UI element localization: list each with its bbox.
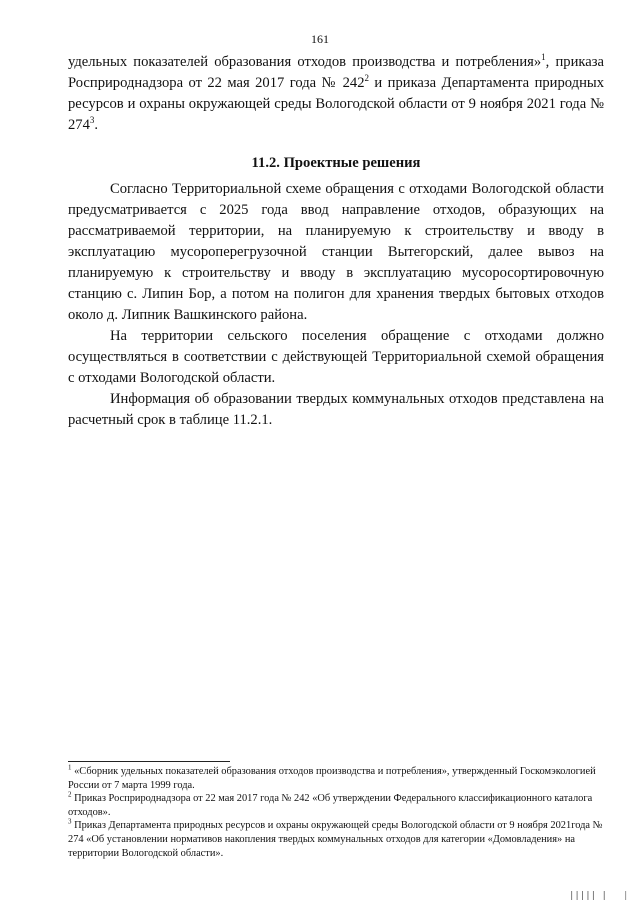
footnote-mark: 3 [68,817,72,826]
footnote-text: Приказ Росприроднадзора от 22 мая 2017 года № 242 «Об утверждении Федерального классификационного каталога отходов». [68,793,593,818]
paragraph-rural-settlement: На территории сельского поселения обращение с отходами должно осуществляться в соответствии с действующей Территориальной схемой обращения с отходами Вологодской области. [68,328,604,386]
footnote-mark: 1 [68,763,72,772]
footnotes [68,765,604,860]
paragraph-text: . [94,117,99,133]
footnote-ref-3: 3 [89,115,95,126]
footnote-3 [68,819,604,860]
paragraph-text: удельных показателей образования отходов производства и потребления» [68,54,542,70]
footnote-ref-1: 1 [541,52,546,63]
paragraph-text: , приказа Росприроднадзора от 22 мая 2017 года № 242 [68,54,604,91]
scan-barcode-mark: ||||| | [569,891,607,901]
document-body [68,52,604,431]
footnote-text: «Сборник удельных показателей образования отходов производства и потребления», утвержденный Госкомэкологией России от 7 марта 1999 года. [68,766,596,791]
paragraph-table-reference: Информация об образовании твердых коммунальных отходов представлена на расчетный срок в таблице 11.2.1. [68,391,604,428]
paragraph-text: и приказа Департамента природных ресурсов и охраны окружающей среды Вологодской области от 9 ноября 2021 года № 274 [68,75,605,133]
footnote-1 [68,765,604,792]
page-number: 161 [311,32,329,46]
footnote-text: Приказ Департамента природных ресурсов и охраны окружающей среды Вологодской области от 9 ноября 2021года № 274 «Об установлении нормативов накопления твердых коммунальных отходов для категории «Домовладения» на территории Вологодской области». [68,820,603,859]
paragraph-waste-scheme: Согласно Территориальной схеме обращения с отходами Вологодской области предусматривается с 2025 года ввод направление отходов, образующих на рассматриваемой территории, на планируемую к строительству и вводу в эксплуатацию мусороперегрузочной станции Вытегорский, далее вывоз на планируемую к строительству и вводу в эксплуатацию мусоросортировочную станцию с. Липин Бор, а потом на полигон для хранения твердых бытовых отходов около д. Липник Вашкинского района. [68,181,604,323]
footnote-mark: 2 [68,790,72,799]
footnote-2 [68,792,604,819]
paragraph-continuation [68,52,604,136]
section-heading: 11.2. Проектные решения [251,155,421,171]
footnote-ref-2: 2 [364,73,370,84]
footnote-divider [68,761,230,762]
scan-edge-mark: | [623,891,629,901]
